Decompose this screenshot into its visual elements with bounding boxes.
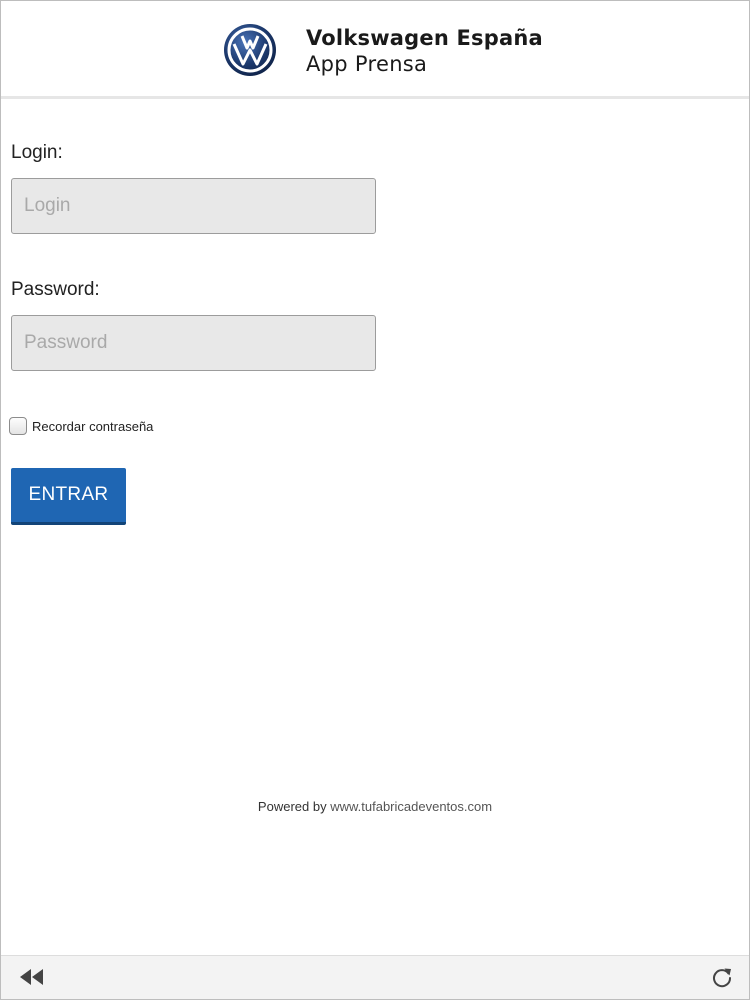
brand-block (306, 25, 543, 77)
powered-by-footer (1, 799, 749, 814)
vw-logo-icon (223, 23, 277, 77)
browser-toolbar (1, 955, 749, 999)
password-label: Password: (11, 279, 100, 300)
login-input[interactable] (11, 178, 376, 234)
login-label: Login: (11, 142, 63, 163)
brand-subtitle: App Prensa (306, 52, 428, 76)
app-header (1, 1, 749, 99)
remember-password-label[interactable]: Recordar contraseña (32, 418, 154, 434)
powered-by-prefix: Powered by (257, 799, 327, 814)
reload-icon[interactable] (711, 966, 733, 988)
powered-by-link[interactable]: www.tufabricadeventos.com (330, 799, 493, 814)
password-input[interactable] (11, 315, 376, 371)
login-submit-button[interactable]: ENTRAR (11, 468, 126, 525)
remember-password-checkbox[interactable] (9, 417, 27, 435)
remember-password-row[interactable] (9, 417, 153, 435)
brand-title: Volkswagen España (306, 26, 543, 50)
rewind-icon[interactable] (19, 968, 45, 986)
